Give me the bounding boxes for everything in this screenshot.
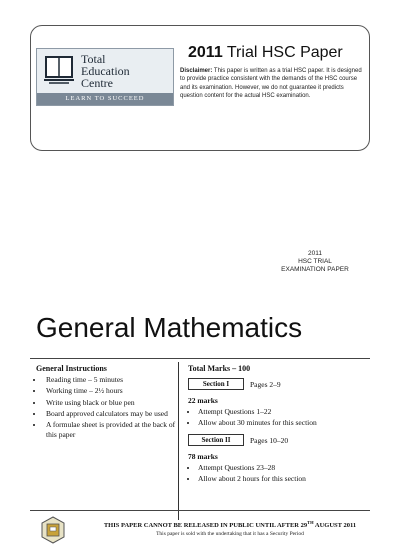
instruction-item: • Reading time – 5 minutes (44, 375, 184, 385)
section-item: • Attempt Questions 1–22 (198, 407, 378, 417)
exam-type: HSC TRIAL (298, 258, 332, 265)
instruction-item: • Board approved calculators may be used (44, 409, 184, 419)
security-notice: This paper is sold with the undertaking that it has a Security Period (156, 531, 304, 537)
instruction-item: • Working time – 2½ hours (44, 386, 184, 396)
instruction-item: • Write using black or blue pen (44, 398, 184, 408)
paper-title-text: Trial HSC Paper (226, 44, 343, 61)
section-1-marks: 22 marks (188, 396, 218, 405)
section-1-label: Section I (188, 378, 244, 390)
top-rule (30, 358, 370, 359)
section-1-pages: Pages 2–9 (250, 380, 281, 389)
general-instructions-list (30, 375, 184, 441)
logo-tagline: LEARN TO SUCCEED (37, 93, 173, 105)
disclaimer (180, 67, 362, 100)
logo-name-line: Centre (81, 76, 113, 90)
total-marks: Total Marks – 100 (188, 364, 251, 373)
security-seal-icon (40, 516, 66, 544)
logo-name-line: Education (81, 64, 130, 78)
section-1-list (186, 407, 378, 428)
open-book-icon (41, 53, 77, 89)
logo-name (81, 53, 173, 89)
section-item: • Allow about 30 minutes for this section (198, 418, 378, 428)
release-notice-sup: TH (307, 520, 314, 525)
section-2-label: Section II (188, 434, 244, 446)
total-education-centre-logo (36, 48, 174, 106)
instruction-item: • A formulae sheet is provided at the back of this paper (44, 420, 184, 439)
exam-label: EXAMINATION PAPER (281, 266, 349, 273)
logo-name-line: Total (81, 52, 106, 66)
paper-year: 2011 (188, 44, 223, 61)
section-2-marks: 78 marks (188, 452, 218, 461)
section-2-pages: Pages 10–20 (250, 436, 289, 445)
subject-title: General Mathematics (36, 312, 303, 343)
release-notice (80, 520, 380, 529)
paper-title (188, 44, 343, 62)
bottom-rule (30, 510, 370, 511)
section-2-list (186, 463, 378, 484)
section-item: • Attempt Questions 23–28 (198, 463, 378, 473)
disclaimer-text: This paper is written as a trial HSC paper. It is designed to provide practice consistent with the demands of the HSC course and its examination. However, we do not guarantee it predicts question content for the actual HSC examination. (180, 68, 362, 99)
general-instructions-title: General Instructions (36, 364, 107, 373)
exam-identifier (240, 250, 390, 274)
release-notice-text: THIS PAPER CANNOT BE RELEASED IN PUBLIC UNTIL AFTER 29 (103, 522, 308, 530)
section-item: • Allow about 2 hours for this section (198, 474, 378, 484)
release-notice-date: AUGUST 2011 (313, 522, 357, 530)
exam-year: 2011 (308, 250, 322, 257)
disclaimer-label: Disclaimer: (180, 68, 213, 74)
